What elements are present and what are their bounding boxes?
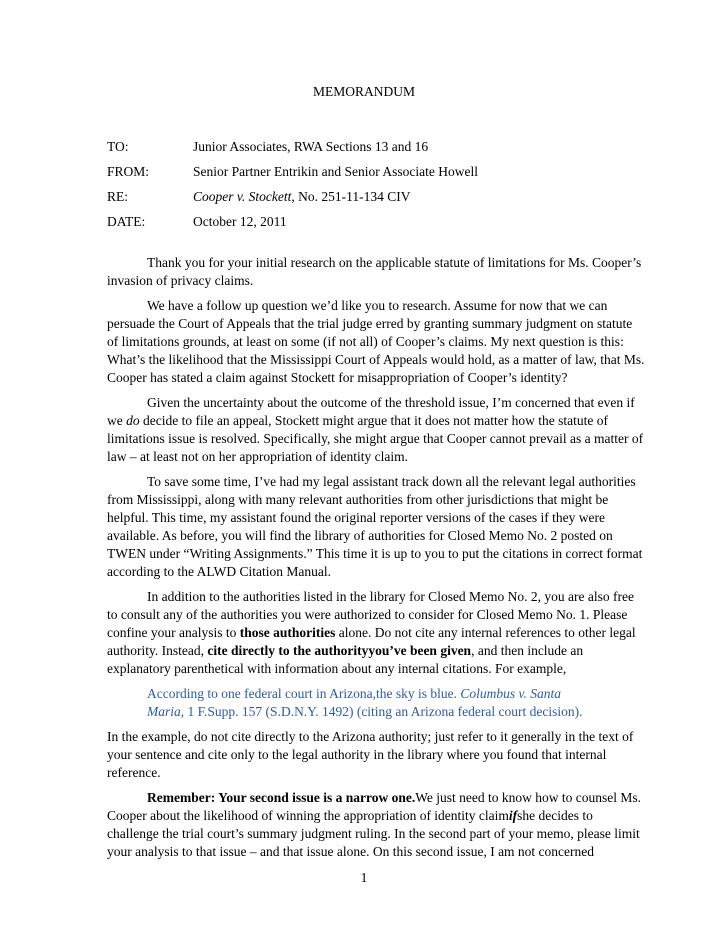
paragraph-5-bold-a: those authorities <box>239 625 336 640</box>
memo-body <box>107 254 645 868</box>
date-line <box>107 214 287 230</box>
from-value: Senior Partner Entrikin and Senior Associate Howell <box>193 164 478 179</box>
to-label: TO: <box>107 139 129 154</box>
example-sentence: According to one federal court in Arizona,the sky is blue. <box>147 686 461 701</box>
paragraph-1: Thank you for your initial research on the applicable statute of limitations for Ms. Cooper’s invasion of privacy claims. <box>107 255 642 288</box>
paragraph-4: To save some time, I’ve had my legal assistant track down all the relevant legal authorities from Mississippi, along with many relevant authorities from other jurisdictions that might be helpful. This time, my assistant found the original reporter versions of the cases if they were available. As before, you will find the library of authorities for Closed Memo No. 2 posted on TWEN under “Writing Assignments.” This time it is up to you to put the citations in correct format according to the ALWD Citation Manual. <box>107 474 643 579</box>
paragraph-3-text-a: Given the uncertainty about the outcome of the threshold issue, I’m concerned that even if we <box>107 395 635 428</box>
paragraph-7-emphasis: if <box>508 808 518 823</box>
citation-example <box>147 685 587 721</box>
to-line <box>107 139 428 155</box>
from-line <box>107 164 478 180</box>
from-label: FROM: <box>107 164 150 179</box>
example-citation: , 1 F.Supp. 157 (S.D.N.Y. 1492) (citing an Arizona federal court decision). <box>180 704 583 719</box>
example-case-name: Columbus v. Santa Maria <box>147 686 562 719</box>
paragraph-5-text-a: In addition to the authorities listed in the library for Closed Memo No. 2, you are also free to consult any of the authorities you were authorized to consider for Closed Memo No. 1. Please confine your analysis to <box>107 589 635 640</box>
paragraph-3-emphasis: do <box>126 413 140 428</box>
date-label: DATE: <box>107 214 146 229</box>
date-value: October 12, 2011 <box>193 214 287 229</box>
paragraph-7-text-a: We just need to know how to counsel Ms. Cooper about the likelihood of winning the appropriation of identity claim <box>107 790 641 823</box>
re-label: RE: <box>107 189 129 204</box>
page-number: 1 <box>360 870 368 885</box>
paragraph-5-bold-b: cite directly to the authorityyou’ve been given <box>207 643 472 658</box>
paragraph-7 <box>107 789 645 861</box>
paragraph-3 <box>107 394 645 466</box>
paragraph-5 <box>107 588 645 678</box>
re-line <box>107 189 410 205</box>
paragraph-6: In the example, do not cite directly to the Arizona authority; just refer to it generally in the text of your sentence and cite only to the legal authority in the library where you found that internal reference. <box>107 729 634 780</box>
re-case-number: , No. 251-11-134 CIV <box>291 189 411 204</box>
to-value: Junior Associates, RWA Sections 13 and 16 <box>193 139 429 154</box>
paragraph-7-bold: Remember: Your second issue is a narrow one. <box>147 790 416 805</box>
paragraph-7-text-b: she decides to challenge the trial court’s summary judgment ruling. In the second part of your memo, please limit your analysis to that issue – and that issue alone. On this second issue, I am not concerned <box>107 808 640 859</box>
paragraph-5-text-c: , and then include an explanatory parenthetical with information about any internal citations. For example, <box>107 643 584 676</box>
paragraph-3-text-b: decide to file an appeal, Stockett might argue that it does not matter how the statute of limitations issue is resolved. Specifically, she might argue that Cooper cannot prevail as a matter of law – at least not on her appropriation of identity claim. <box>107 413 644 464</box>
memo-title: MEMORANDUM <box>312 84 415 99</box>
paragraph-5-text-b: alone. Do not cite any internal references to other legal authority. Instead, <box>107 625 636 658</box>
re-case-name: Cooper v. Stockett <box>193 189 292 204</box>
paragraph-2: We have a follow up question we’d like you to research. Assume for now that we can persuade the Court of Appeals that the trial judge erred by granting summary judgment on statute of limitations grounds, at least on some (if not all) of Cooper’s claims. My next question is this: What’s the likelihood that the Mississippi Court of Appeals would hold, as a matter of law, that Ms. Cooper has stated a claim against Stockett for misappropriation of Cooper’s identity? <box>107 298 645 385</box>
